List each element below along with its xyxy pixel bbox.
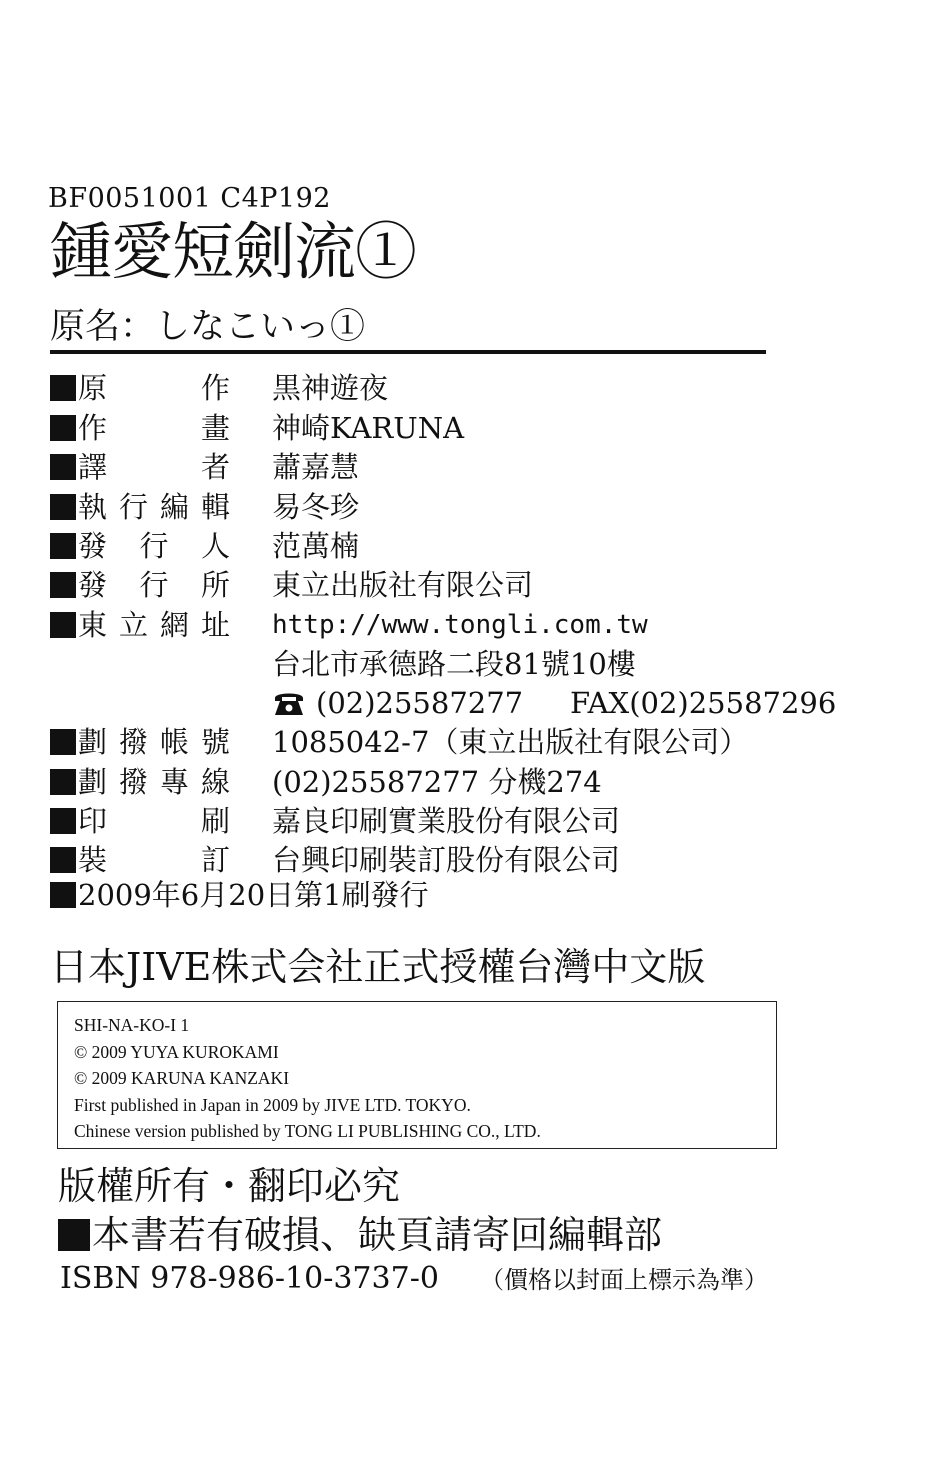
credit-row-postal-line	[50, 763, 602, 801]
phone-number: (02)25587277	[316, 686, 524, 720]
credit-row-publishing-house	[50, 566, 534, 604]
credit-value: (02)25587277 分機274	[272, 765, 602, 799]
credit-row-publisher	[50, 527, 360, 565]
black-square-bullet-icon	[50, 454, 76, 480]
copyright-line: © 2009 KARUNA KANZAKI	[74, 1068, 290, 1088]
credit-label: 東立網址	[78, 608, 230, 642]
credit-row-editor	[50, 488, 360, 526]
damage-notice	[58, 1212, 662, 1258]
credit-value: 嘉良印刷實業股份有限公司	[272, 804, 621, 838]
first-edition-text: 2009年6月20日第1刷發行	[78, 878, 429, 912]
copyright-line: Chinese version published by TONG LI PUBLISHING CO., LTD.	[74, 1121, 541, 1141]
original-title: 原名：しなこいっ①	[50, 307, 366, 347]
black-square-bullet-icon	[50, 572, 76, 598]
title-divider	[50, 350, 766, 354]
contact-line	[272, 684, 837, 722]
credit-row-author	[50, 369, 389, 407]
credit-label: 作 畫	[78, 411, 230, 445]
price-note: （價格以封面上標示為準）	[480, 1266, 768, 1294]
credit-row-artist	[50, 409, 465, 447]
black-square-bullet-icon	[50, 494, 76, 520]
credit-value: 易冬珍	[272, 490, 360, 524]
credit-label: 劃撥帳號	[78, 725, 230, 759]
credit-label: 劃撥專線	[78, 765, 230, 799]
credit-row-binding	[50, 841, 621, 879]
credit-label: 原 作	[78, 371, 230, 405]
copyright-line: First published in Japan in 2009 by JIVE LTD. TOKYO.	[74, 1094, 471, 1115]
copyright-box	[57, 1001, 777, 1149]
first-edition-date	[50, 876, 429, 914]
credit-label: 裝 訂	[78, 843, 230, 877]
damage-notice-text: 本書若有破損、缺頁請寄回編輯部	[92, 1213, 663, 1257]
black-square-bullet-icon	[58, 1219, 90, 1251]
credit-label: 發行人	[78, 529, 230, 563]
fax-number: FAX(02)25587296	[570, 686, 837, 720]
credit-row-website	[50, 606, 648, 644]
license-statement: 日本JIVE株式会社正式授權台灣中文版	[50, 945, 706, 989]
black-square-bullet-icon	[50, 612, 76, 638]
book-code: BF0051001 C4P192	[48, 183, 331, 214]
credit-row-translator	[50, 448, 360, 486]
black-square-bullet-icon	[50, 729, 76, 755]
isbn: ISBN 978-986-10-3737-0	[60, 1261, 439, 1296]
black-square-bullet-icon	[50, 882, 76, 908]
credit-label: 執行編輯	[78, 490, 230, 524]
credit-value: 神崎KARUNA	[272, 411, 465, 445]
website-link[interactable]: http://www.tongli.com.tw	[272, 610, 648, 640]
copyright-line: SHI-NA-KO-I 1	[74, 1015, 190, 1035]
credit-value: 黒神遊夜	[272, 371, 389, 405]
black-square-bullet-icon	[50, 847, 76, 873]
copyright-line: © 2009 YUYA KUROKAMI	[74, 1041, 279, 1062]
credit-label: 發行所	[78, 568, 230, 602]
credit-row-postal-account	[50, 723, 749, 761]
rights-reserved: 版權所有・翻印必究	[58, 1164, 401, 1208]
book-title: 鍾愛短劍流①	[50, 215, 417, 288]
publisher-address: 台北市承德路二段81號10樓	[272, 647, 636, 681]
credit-label: 譯 者	[78, 450, 230, 484]
black-square-bullet-icon	[50, 808, 76, 834]
credit-value: 范萬楠	[272, 529, 360, 563]
telephone-icon	[272, 688, 306, 716]
credit-value: 1085042-7（東立出版社有限公司）	[272, 725, 749, 759]
credit-value: 蕭嘉慧	[272, 450, 360, 484]
black-square-bullet-icon	[50, 375, 76, 401]
black-square-bullet-icon	[50, 415, 76, 441]
credit-value: 東立出版社有限公司	[272, 568, 534, 602]
black-square-bullet-icon	[50, 533, 76, 559]
black-square-bullet-icon	[50, 769, 76, 795]
credit-value: 台興印刷裝訂股份有限公司	[272, 843, 621, 877]
credit-label: 印 刷	[78, 804, 230, 838]
credit-row-printing	[50, 802, 621, 840]
